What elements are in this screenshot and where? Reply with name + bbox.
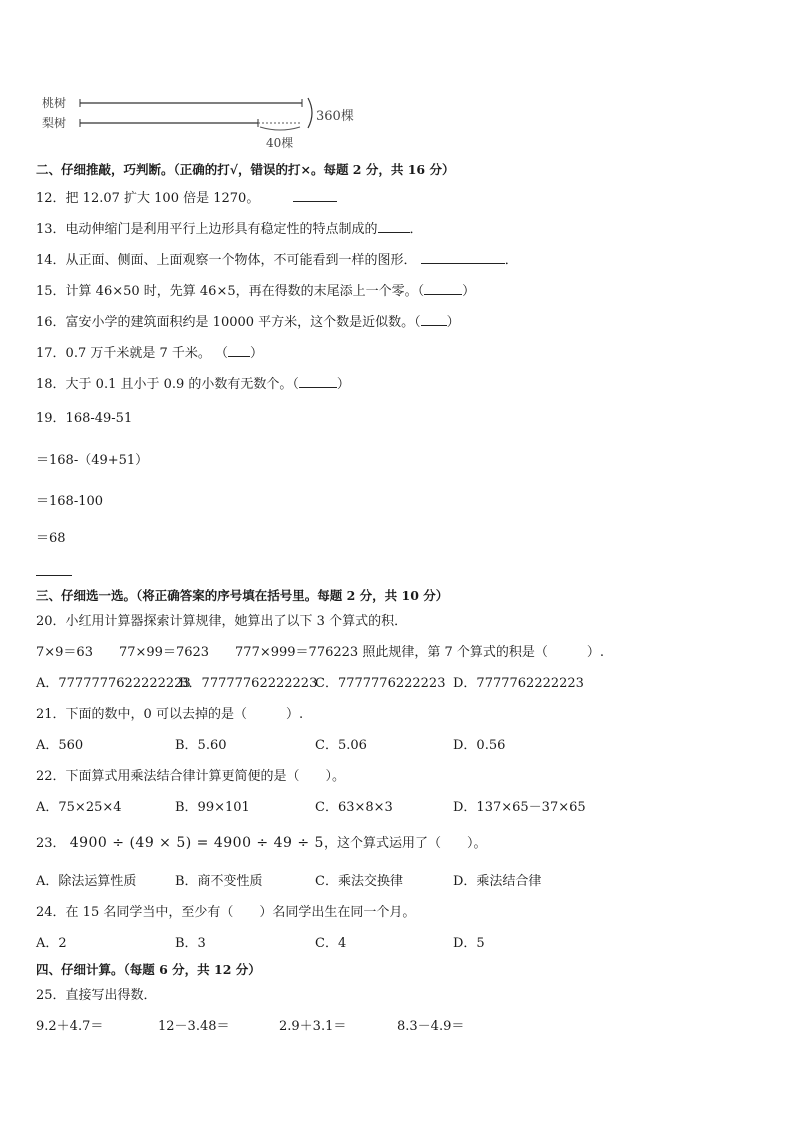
question-17: [36, 342, 263, 363]
question-20-formulas: 7×9＝63 77×99＝7623 777×999＝776223 照此规律，第 7 个算式的积是（ ）.: [36, 645, 604, 660]
question-15-text: 15．计算 46×50 时，先算 46×5，再在得数的末尾添上一个零。（: [36, 284, 425, 299]
question-14-blank[interactable]: [421, 249, 505, 264]
question-23-text: ，这个算式运用了（ ）。: [323, 836, 487, 851]
q21-option-b[interactable]: B．5.60: [175, 738, 227, 753]
question-12-text: 12．把 12.07 扩大 100 倍是 1270。: [36, 191, 260, 206]
question-17-close: ）: [250, 346, 264, 361]
question-14-end: ．: [504, 253, 518, 268]
question-13: [36, 218, 423, 239]
q25-item-2[interactable]: 12－3.48＝: [158, 1019, 230, 1034]
diff-brace: [260, 127, 300, 130]
question-16-close: ）: [446, 315, 460, 330]
question-25: 25．直接写出得数．: [36, 988, 157, 1003]
question-23: [36, 834, 486, 853]
q20-option-d[interactable]: D．7777762222223: [453, 676, 584, 691]
q22-option-a[interactable]: A．75×25×4: [36, 800, 122, 815]
question-15: [36, 280, 475, 301]
question-12-blank[interactable]: [293, 187, 337, 202]
question-17-blank[interactable]: [228, 342, 250, 357]
question-13-end: ．: [409, 222, 423, 237]
q25-item-3[interactable]: 2.9＋3.1＝: [279, 1019, 347, 1034]
peach-label: 桃树: [42, 96, 67, 110]
question-19-answer: [36, 561, 72, 582]
question-21-options: [36, 737, 758, 755]
question-15-blank[interactable]: [424, 280, 462, 295]
q24-option-a[interactable]: A．2: [36, 936, 67, 951]
question-23-formula: 4900 ÷ (49 × 5) = 4900 ÷ 49 ÷ 5: [69, 835, 324, 851]
question-16: [36, 311, 460, 332]
q25-item-1[interactable]: 9.2＋4.7＝: [36, 1019, 104, 1034]
question-12: [36, 187, 337, 208]
pear-label: 梨树: [42, 116, 67, 130]
q20-option-c[interactable]: C．7777776222223: [315, 676, 446, 691]
q22-option-d[interactable]: D．137×65－37×65: [453, 800, 586, 815]
q25-item-4[interactable]: 8.3－4.9＝: [397, 1019, 465, 1034]
q22-option-b[interactable]: B．99×101: [175, 800, 250, 815]
question-20: 20．小红用计算器探索计算规律，她算出了以下 3 个算式的积．: [36, 614, 408, 629]
q23-option-b[interactable]: B．商不变性质: [175, 874, 263, 889]
q24-option-c[interactable]: C．4: [315, 936, 347, 951]
q21-option-a[interactable]: A．560: [36, 738, 84, 753]
question-18-blank[interactable]: [299, 373, 337, 388]
question-18-text: 18．大于 0.1 且小于 0.9 的小数有无数个。（: [36, 377, 299, 392]
question-18: [36, 373, 350, 394]
q21-option-d[interactable]: D．0.56: [453, 738, 506, 753]
question-13-blank[interactable]: [378, 218, 410, 233]
q23-option-d[interactable]: D．乘法结合律: [453, 874, 542, 889]
q23-option-c[interactable]: C．乘法交换律: [315, 874, 403, 889]
question-20-options: [36, 675, 758, 693]
question-13-text: 13．电动伸缩门是利用平行上边形具有稳定性的特点制成的: [36, 222, 378, 237]
section3-heading: 三、仔细选一选。（将正确答案的序号填在括号里。每题 2 分，共 10 分）: [36, 588, 449, 603]
question-16-blank[interactable]: [421, 311, 447, 326]
section4-heading: 四、仔细计算。（每题 6 分，共 12 分）: [36, 962, 261, 977]
segment-diagram: [40, 90, 380, 152]
q20-option-a[interactable]: A．7777777622222223: [36, 676, 191, 691]
question-21: 21．下面的数中，0 可以去掉的是（ ）.: [36, 707, 304, 722]
question-22-options: [36, 799, 758, 817]
question-17-text: 17．0.7 万千米就是 7 千米。 （: [36, 346, 229, 361]
question-24-options: [36, 935, 758, 953]
question-19-blank[interactable]: [36, 561, 72, 576]
q24-option-b[interactable]: B．3: [175, 936, 206, 951]
question-15-close: ）: [462, 284, 476, 299]
q22-option-c[interactable]: C．63×8×3: [315, 800, 393, 815]
q24-option-d[interactable]: D．5: [453, 936, 485, 951]
diff-label: 40棵: [266, 136, 294, 150]
question-24: 24．在 15 名同学当中，至少有（ ）名同学出生在同一个月。: [36, 905, 416, 920]
question-19-line-2: ＝168-（49+51）: [36, 453, 149, 468]
question-14: [36, 249, 518, 270]
q23-option-a[interactable]: A．除法运算性质: [36, 874, 137, 889]
question-19-line-4: ＝68: [36, 531, 66, 546]
question-23-number: 23．: [36, 836, 66, 851]
question-22: 22．下面算式用乘法结合律计算更简便的是（ ）。: [36, 769, 346, 784]
total-brace: [308, 98, 312, 128]
question-23-options: [36, 873, 758, 891]
section2-heading: 二、仔细推敲，巧判断。（正确的打√，错误的打×。每题 2 分，共 16 分）: [36, 162, 455, 177]
q20-option-b[interactable]: B．77777762222223: [179, 676, 318, 691]
question-16-text: 16．富安小学的建筑面积约是 10000 平方米，这个数是近似数。（: [36, 315, 421, 330]
question-18-close: ）: [336, 377, 350, 392]
question-19-line-3: ＝168-100: [36, 494, 104, 509]
q21-option-c[interactable]: C．5.06: [315, 738, 367, 753]
question-19-line-1: 19．168-49-51: [36, 411, 133, 426]
total-label: 360棵: [316, 109, 354, 124]
question-25-items: [36, 1018, 758, 1036]
question-14-text: 14．从正面、侧面、上面观察一个物体，不可能看到一样的图形．: [36, 253, 417, 268]
